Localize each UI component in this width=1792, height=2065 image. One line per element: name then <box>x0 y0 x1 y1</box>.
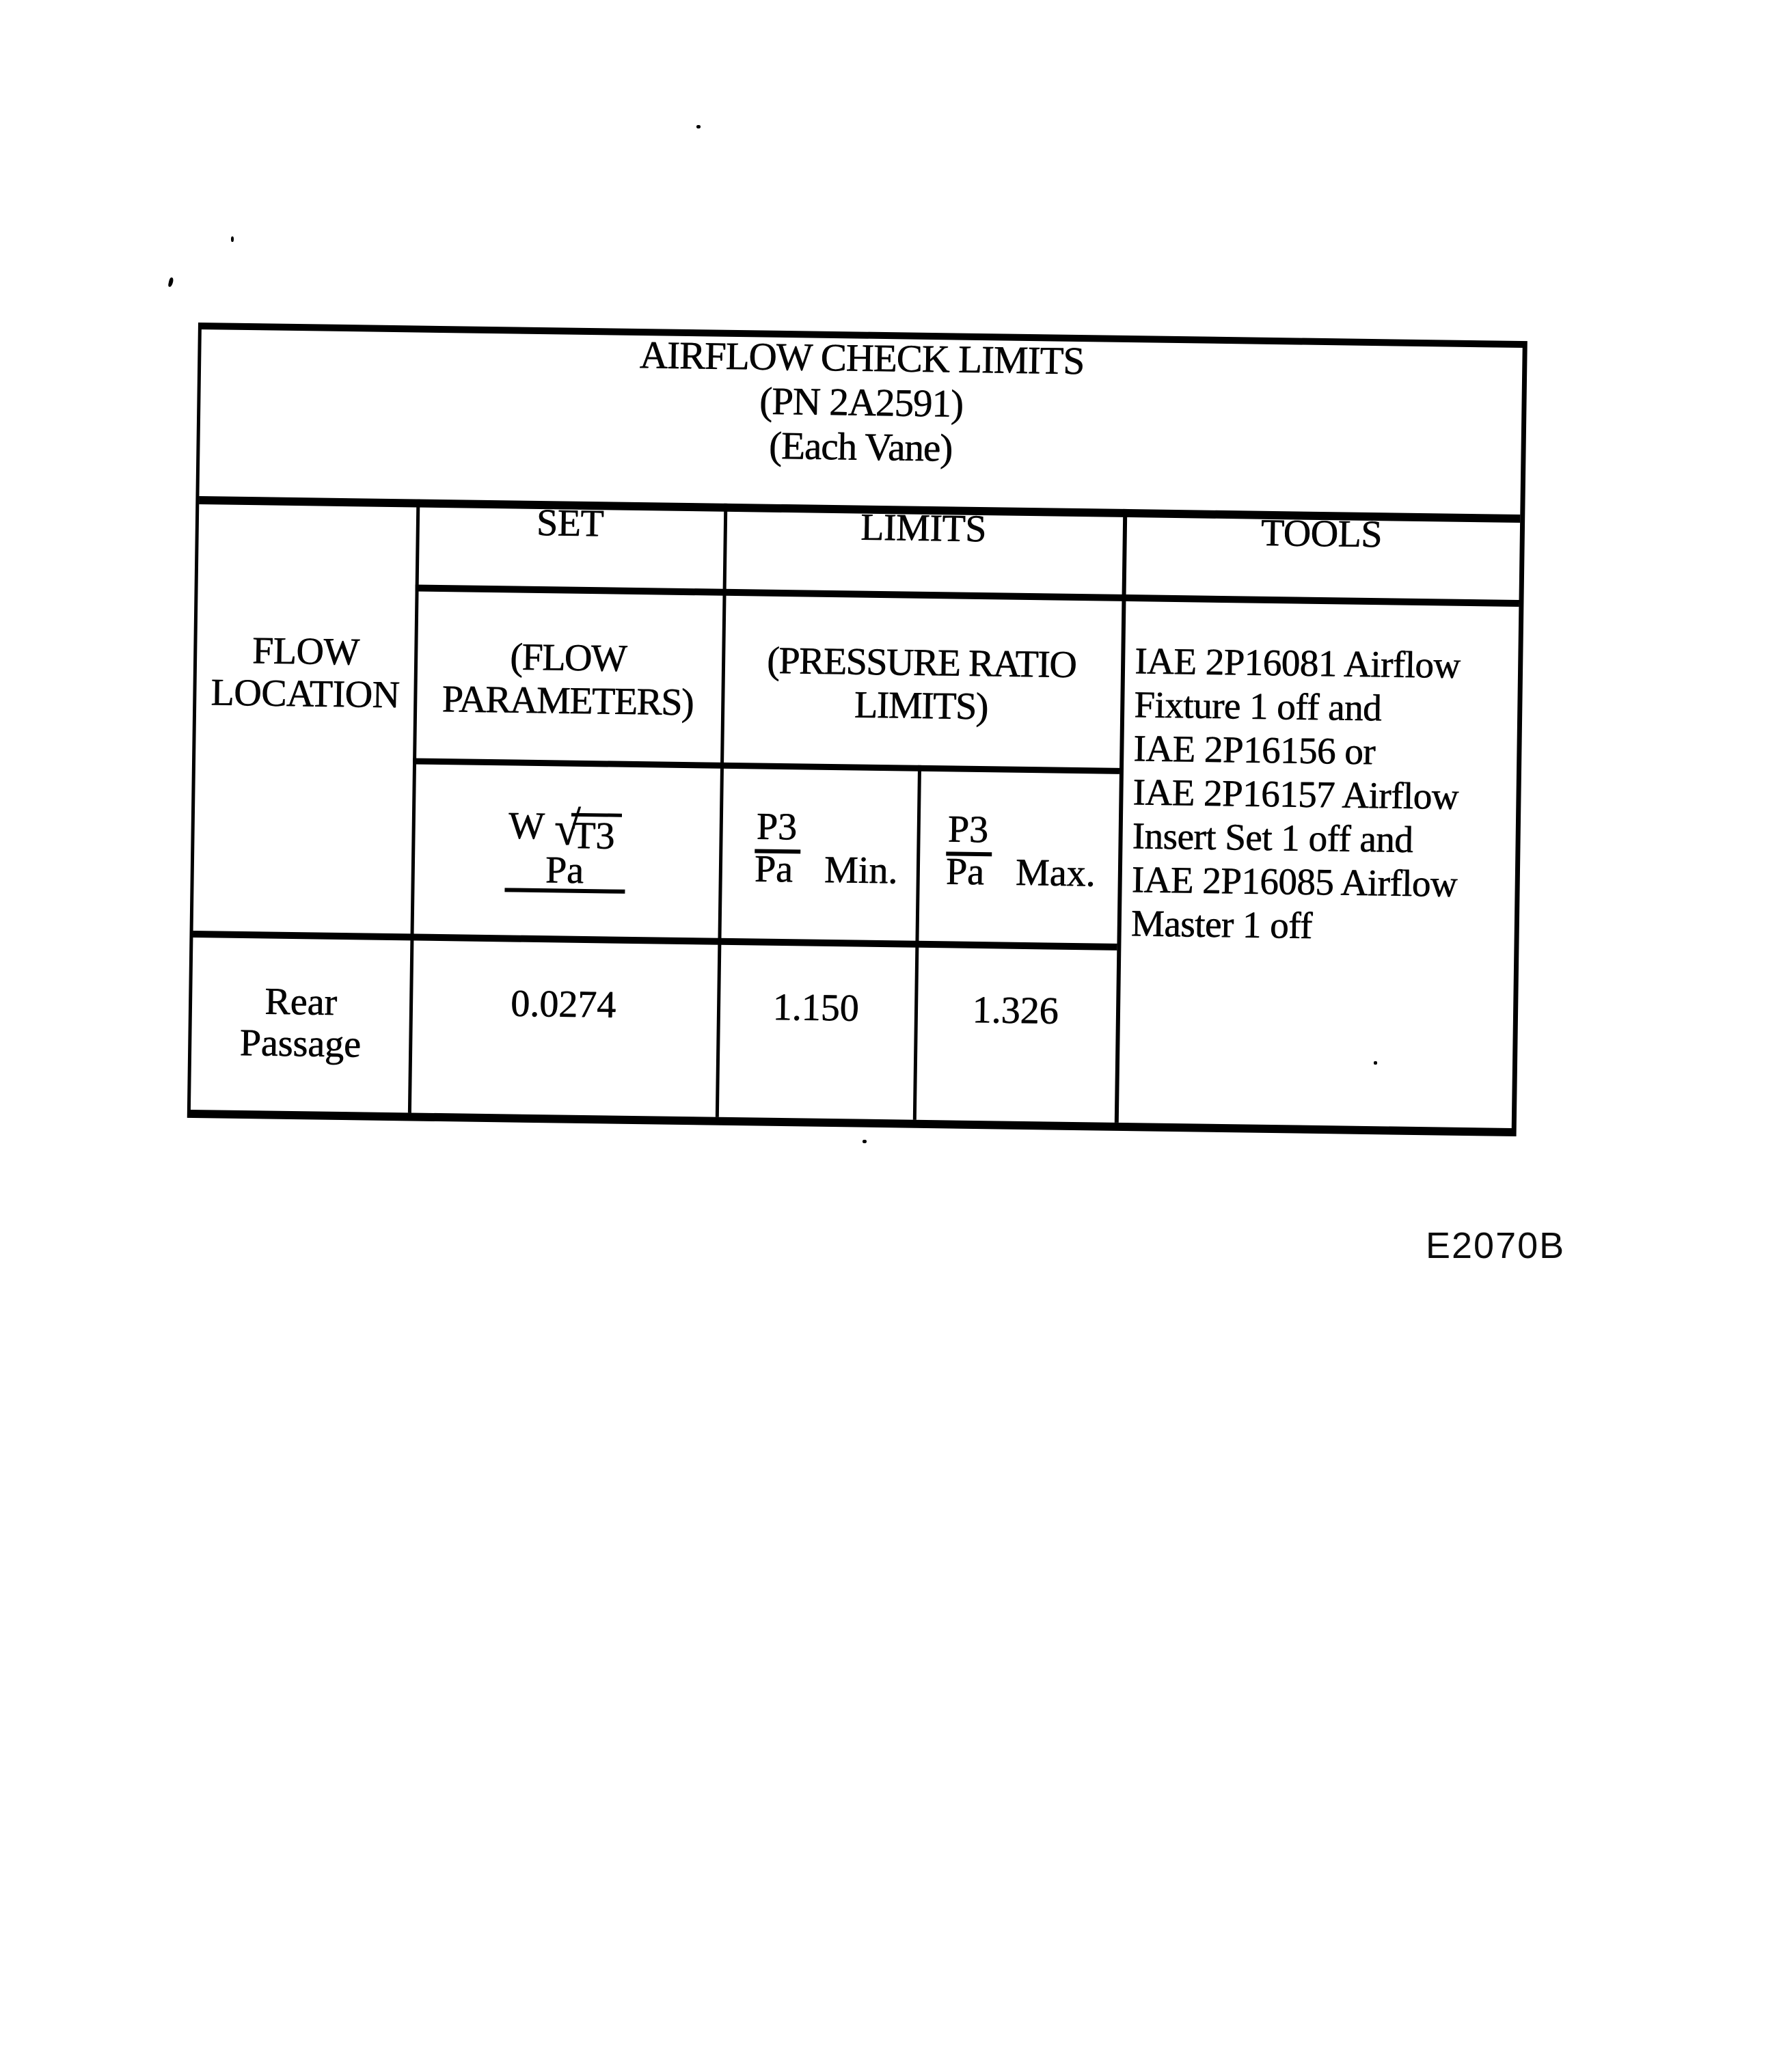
ratio-min-numerator: P3 <box>755 805 801 853</box>
table-title <box>200 327 1523 478</box>
ratio-min-denominator: Pa <box>754 847 793 891</box>
figure-code: E2070B <box>1426 1225 1566 1266</box>
column-header-limits: LIMITS <box>860 506 987 551</box>
airflow-check-limits-table <box>187 323 1528 1136</box>
ratio-min-label: Min. <box>824 848 898 892</box>
pressure-ratio-max-formula <box>945 808 1096 895</box>
ratio-min-denominator-row <box>754 847 898 892</box>
scan-speck <box>696 125 701 128</box>
scan-speck <box>863 1140 867 1143</box>
subheader-row-divider <box>413 758 1119 774</box>
location-line2: Passage <box>239 1021 362 1066</box>
formula-radicand: T3 <box>571 813 622 851</box>
table-title-line1: AIRFLOW CHECK LIMITS <box>639 333 1085 383</box>
formula-row-divider <box>193 931 1117 951</box>
square-root-sign: √ <box>554 802 581 856</box>
scan-speck <box>1374 1061 1377 1065</box>
pressure-ratio-line2: LIMITS) <box>854 683 988 728</box>
tools-line: IAE 2P16156 or <box>1133 727 1376 773</box>
pressure-ratio-min-formula <box>754 805 899 892</box>
table-cell-flow-parameter: 0.0274 <box>510 982 616 1026</box>
scan-speck <box>231 236 234 242</box>
table-row-location <box>191 980 410 1066</box>
ratio-max-label: Max. <box>1015 851 1096 895</box>
tools-line: Master 1 off <box>1130 902 1313 946</box>
tools-line: IAE 2P16157 Airflow <box>1132 771 1459 817</box>
table-title-line2: (PN 2A2591) <box>759 379 964 426</box>
ratio-max-denominator: Pa <box>945 850 985 894</box>
column-header-set: SET <box>536 501 604 545</box>
tools-line: Insert Set 1 off and <box>1132 815 1413 860</box>
location-line1: Rear <box>264 980 338 1024</box>
column-header-flow-location <box>196 629 415 716</box>
table-cell-pressure-ratio-min: 1.150 <box>772 985 860 1030</box>
tools-line: IAE 2P16085 Airflow <box>1131 858 1458 905</box>
subheader-flow-parameters <box>413 634 722 724</box>
flow-parameter-formula <box>411 802 720 894</box>
tools-cell <box>1130 639 1512 951</box>
ratio-max-numerator: P3 <box>946 808 992 856</box>
formula-numerator <box>505 802 626 893</box>
header-row-divider <box>416 584 1519 607</box>
formula-w: W <box>508 804 545 848</box>
subheader-pressure-ratio-limits <box>721 639 1122 730</box>
flow-location-line2: LOCATION <box>211 671 400 717</box>
tools-line: IAE 2P16081 Airflow <box>1134 640 1461 686</box>
table-title-line3: (Each Vane) <box>768 424 953 470</box>
flow-parameters-line2: PARAMETERS) <box>442 678 694 724</box>
scan-speck <box>168 277 174 288</box>
ratio-max-denominator-row <box>945 850 1096 895</box>
tools-line: Fixture 1 off and <box>1133 683 1382 729</box>
table-cell-pressure-ratio-max: 1.326 <box>972 988 1059 1032</box>
column-header-tools: TOOLS <box>1260 511 1383 556</box>
flow-location-line1: FLOW <box>252 629 360 674</box>
pressure-ratio-line1: (PRESSURE RATIO <box>766 639 1076 686</box>
formula-denominator: Pa <box>545 849 584 892</box>
flow-parameters-line1: (FLOW <box>509 635 627 680</box>
